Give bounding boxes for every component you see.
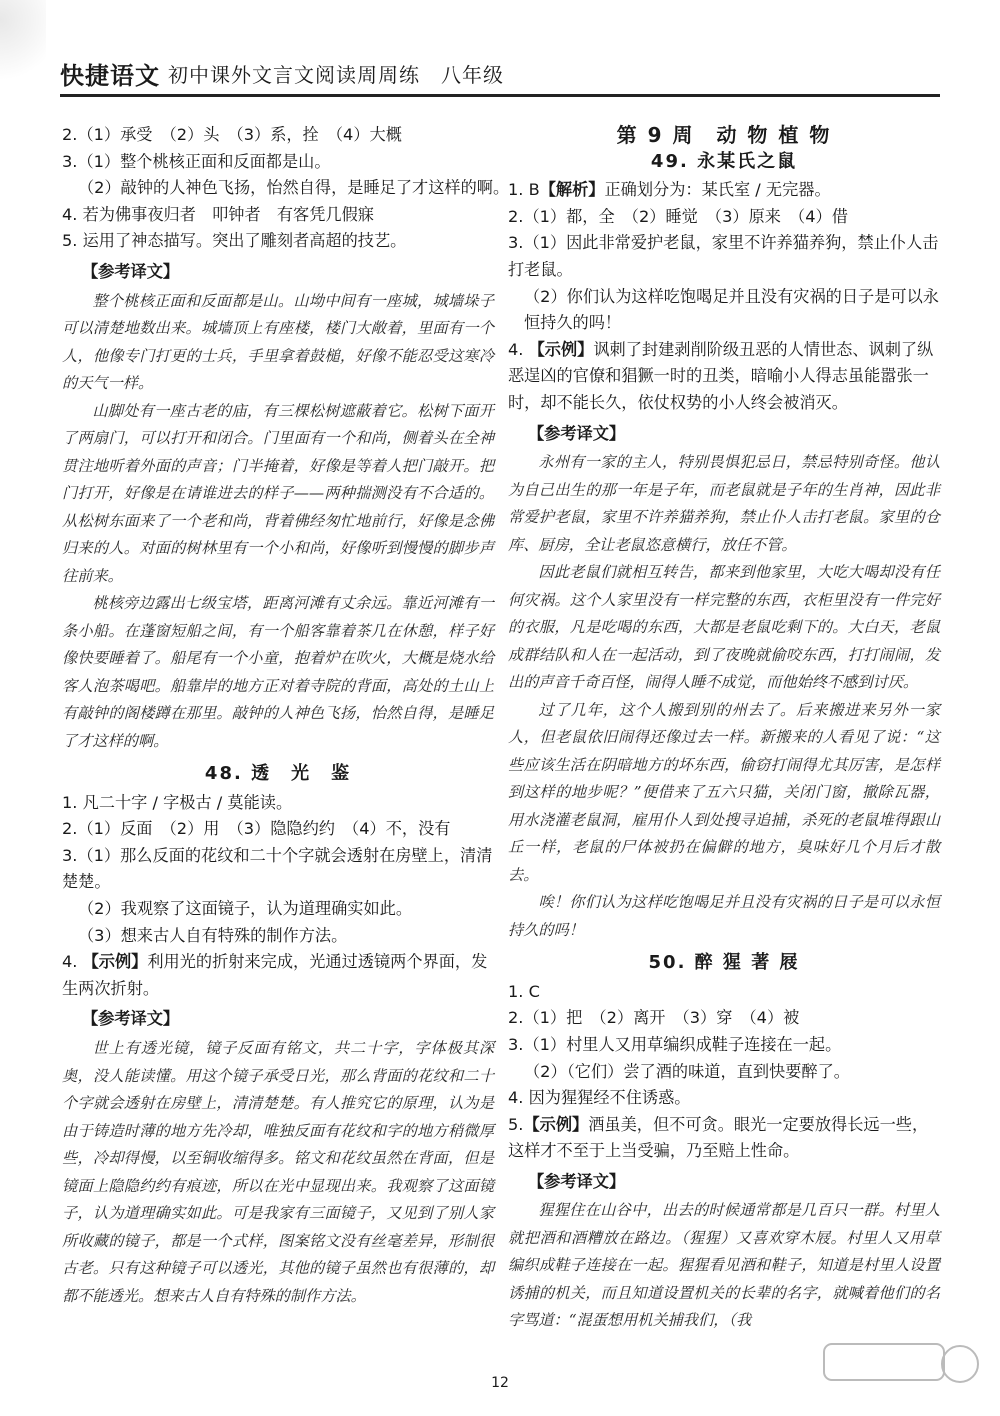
watermark-logo [820, 1340, 990, 1410]
answer-line: （2）敲钟的人神色飞扬，怡然自得，是睡足了才这样的啊。 [78, 178, 510, 198]
watermark-graphic [820, 1340, 990, 1410]
answer-line [508, 177, 940, 204]
translation-paragraph: 世上有透光镜，镜子反面有铭文，共二十字，字体极其深奥，没人能读懂。用这个镜子承受日光，那么背面的花纹和二十个字就会透射在房壁上，清清楚楚。有人推究它的原理，认为是由于铸造时薄的地方先冷却，唯独反面有花纹和字的地方稍微厚些，冷却得慢，以至铜收缩得多。铭文和花纹虽然在背面，但是镜面上隐隐约约有痕迹，所以在光中显现出来。我观察了这面镜子，认为道理确实如此。可是我家有三面镜子，又见到了别人家所收藏的镜子，都是一个式样，图案铭文没有丝毫差异，形制很古老。只有这种镜子可以透光，其他的镜子虽然也有很薄的，却都不能透光。想来古人自有特殊的制作方法。 [62, 1039, 494, 1305]
answer-line: 5. 运用了神态描写。突出了雕刻者高超的技艺。 [62, 231, 407, 251]
answer-line: 2.（1）都，全 （2）睡觉 （3）原来 （4）借 [508, 206, 848, 226]
answer-line: 1. 凡二十字 / 字极古 / 莫能读。 [62, 792, 293, 812]
corner-ornament [0, 0, 46, 110]
page-number: 12 [491, 1375, 509, 1391]
analysis-tag: 【解析】 [539, 180, 605, 200]
reference-translation-label: 【参考译文】 [528, 1171, 626, 1191]
section-50-title: 50. 醉 猩 著 屐 [648, 952, 800, 974]
left-column [62, 122, 510, 1310]
answer-text: 正确划分为：某氏室 / 无完器。 [604, 180, 831, 200]
answer-line: （2）你们认为这样吃饱喝足并且没有灾祸的日子是可以永恒持久的吗！ [524, 286, 939, 333]
reference-translation-label: 【参考译文】 [82, 261, 180, 281]
book-subtitle: 初中课外文言文阅读周周练 八年级 [168, 63, 504, 87]
translation-paragraph: 永州有一家的主人，特别畏惧犯忌日，禁忌特别奇怪。他认为自己出生的那一年是子年，而老鼠就是子年的生肖神，因此非常爱护老鼠，家里不许养猫养狗，禁止仆人击打老鼠。家里的仓库、厨房，全让老鼠恣意横行，放任不管。 [508, 453, 940, 554]
translation-paragraph: 过了几年，这个人搬到别的州去了。后来搬进来另外一家人，但老鼠依旧闹得还像过去一样。新搬来的人看见了说：“这些应该生活在阴暗地方的坏东西，偷窃打闹得尤其厉害，是怎样到这样的地步呢？”便借来了五六只猫，关闭门窗，撤除瓦器，用水浇灌老鼠洞，雇用仆人到处搜寻追捕，杀死的老鼠堆得跟山丘一样，老鼠的尸体被扔在偏僻的地方，臭味好几个月后才散去。 [508, 700, 940, 884]
page-header [60, 48, 940, 97]
answer-line [62, 949, 494, 1002]
week-title: 第 9 周 动 物 植 物 [616, 123, 832, 147]
answer-line [508, 1112, 940, 1165]
right-column [508, 122, 940, 1335]
answer-number: 4. [62, 952, 78, 972]
answer-line: 3.（1）那么反面的花纹和二十个字就会透射在房壁上，清清楚楚。 [62, 845, 493, 892]
translation-paragraph: 整个桃核正面和反面都是山。山坳中间有一座城，城墙垛子可以清楚地数出来。城墙顶上有座楼，楼门大敞着，里面有一个人，他像专门打更的士兵，手里拿着鼓槌，好像不能忍受这寒冷的天气一样。 [62, 291, 494, 393]
answer-number: 5. [508, 1114, 524, 1134]
answer-text: 利用光的折射来完成，光通过透镜两个界面，发生两次折射。 [62, 952, 488, 998]
example-tag: 【示例】 [82, 952, 148, 972]
brand-title: 快捷语文 [60, 62, 160, 90]
answer-text: 酒虽美，但不可贪。眼光一定要放得长远一些，这样才不至于上当受骗，乃至赔上性命。 [508, 1114, 929, 1161]
translation-paragraph: 山脚处有一座古老的庙，有三棵松树遮蔽着它。松树下面开了两扇门，可以打开和闭合。门里面有一个和尚，侧着头在全神贯注地听着外面的声音；门半掩着，好像是等着人把门敲开。把门打开，好像是在请谁进去的样子——两种揣测没有不合适的。从松树东面来了一个老和尚，背着佛经匆忙地前行，好像是念佛归来的人。对面的树林里有一个小和尚，好像听到慢慢的脚步声往前来。 [62, 401, 494, 585]
answer-text: 讽刺了封建剥削阶级丑恶的人情世态、讽刺了纵恶逞凶的官僚和猖獗一时的丑类，暗喻小人得志虽能嚣张一时，却不能长久，依仗权势的小人终会被消灭。 [508, 339, 934, 412]
reference-translation-label: 【参考译文】 [82, 1009, 180, 1029]
translation-paragraph: 桃核旁边露出七级宝塔，距离河滩有丈余远。靠近河滩有一条小船。在蓬窗短船之间，有一个船客靠着茶几在休憩，样子好像快要睡着了。船尾有一个小童，抱着炉在吹火，大概是烧水给客人泡茶喝吧。船靠岸的地方正对着寺院的背面，高处的土山上有敲钟的阁楼蹲在那里。敲钟的人神色飞扬，怡然自得，是睡足了才这样的啊。 [62, 594, 494, 750]
section-49-title: 49. 永某氏之鼠 [650, 150, 798, 172]
translation-paragraph: 因此老鼠们就相互转告，都来到他家里，大吃大喝却没有任何灾祸。这个人家里没有一样完整的东西，衣柜里没有一件完好的衣服，凡是吃喝的东西，大都是老鼠吃剩下的。大白天，老鼠成群结队和人在一起活动，到了夜晚就偷咬东西，打打闹闹，发出的声音千奇百怪，闹得人睡不成觉，而他始终不感到讨厌。 [508, 563, 940, 692]
reference-translation-label: 【参考译文】 [528, 423, 626, 443]
translation-paragraph: 唉！你们认为这样吃饱喝足并且没有灾祸的日子是可以永恒持久的吗！ [508, 893, 940, 939]
answer-line: 4. 因为猩猩经不住诱惑。 [508, 1088, 691, 1108]
translation-paragraph: 猩猩住在山谷中，出去的时候通常都是几百只一群。村里人就把酒和酒糟放在路边。（猩猩）又喜欢穿木屐。村里人又用草编织成鞋子连接在一起。猩猩看见酒和鞋子，知道是村里人设置诱捕的机关，而且知道设置机关的长辈的名字，就喊着他们的名字骂道：“混蛋想用机关捕我们，（我 [508, 1201, 940, 1330]
answer-line: （2）（它们）尝了酒的味道，直到快要醉了。 [524, 1061, 850, 1081]
answer-line: 2.（1）把 （2）离开 （3）穿 （4）被 [508, 1008, 800, 1028]
section-48-title: 48. 透 光 鉴 [204, 763, 352, 785]
answer-line: 4. 若为佛事夜归者 叩钟者 有客凭几假寐 [62, 204, 374, 224]
answer-line: 1. C [508, 981, 540, 1001]
answer-number: 1. B [508, 180, 540, 200]
answer-number: 4. [508, 339, 524, 359]
answer-line: 3.（1）因此非常爱护老鼠，家里不许养猫养狗，禁止仆人击打老鼠。 [508, 233, 939, 279]
answer-line: 3.（1）整个桃核正面和反面都是山。 [62, 151, 331, 171]
answer-line: （3）想来古人自有特殊的制作方法。 [78, 925, 348, 945]
example-tag: 【示例】 [523, 1114, 589, 1134]
answer-line: 3.（1）村里人又用草编织成鞋子连接在一起。 [508, 1034, 842, 1054]
example-tag: 【示例】 [528, 339, 594, 359]
answer-line: 2.（1）承受 （2）头 （3）系，拴 （4）大概 [62, 125, 402, 144]
answer-line: （2）我观察了这面镜子，认为道理确实如此。 [78, 899, 413, 919]
answer-line [508, 337, 940, 417]
answer-line: 2.（1）反面 （2）用 （3）隐隐约约 （4）不，没有 [62, 819, 451, 839]
